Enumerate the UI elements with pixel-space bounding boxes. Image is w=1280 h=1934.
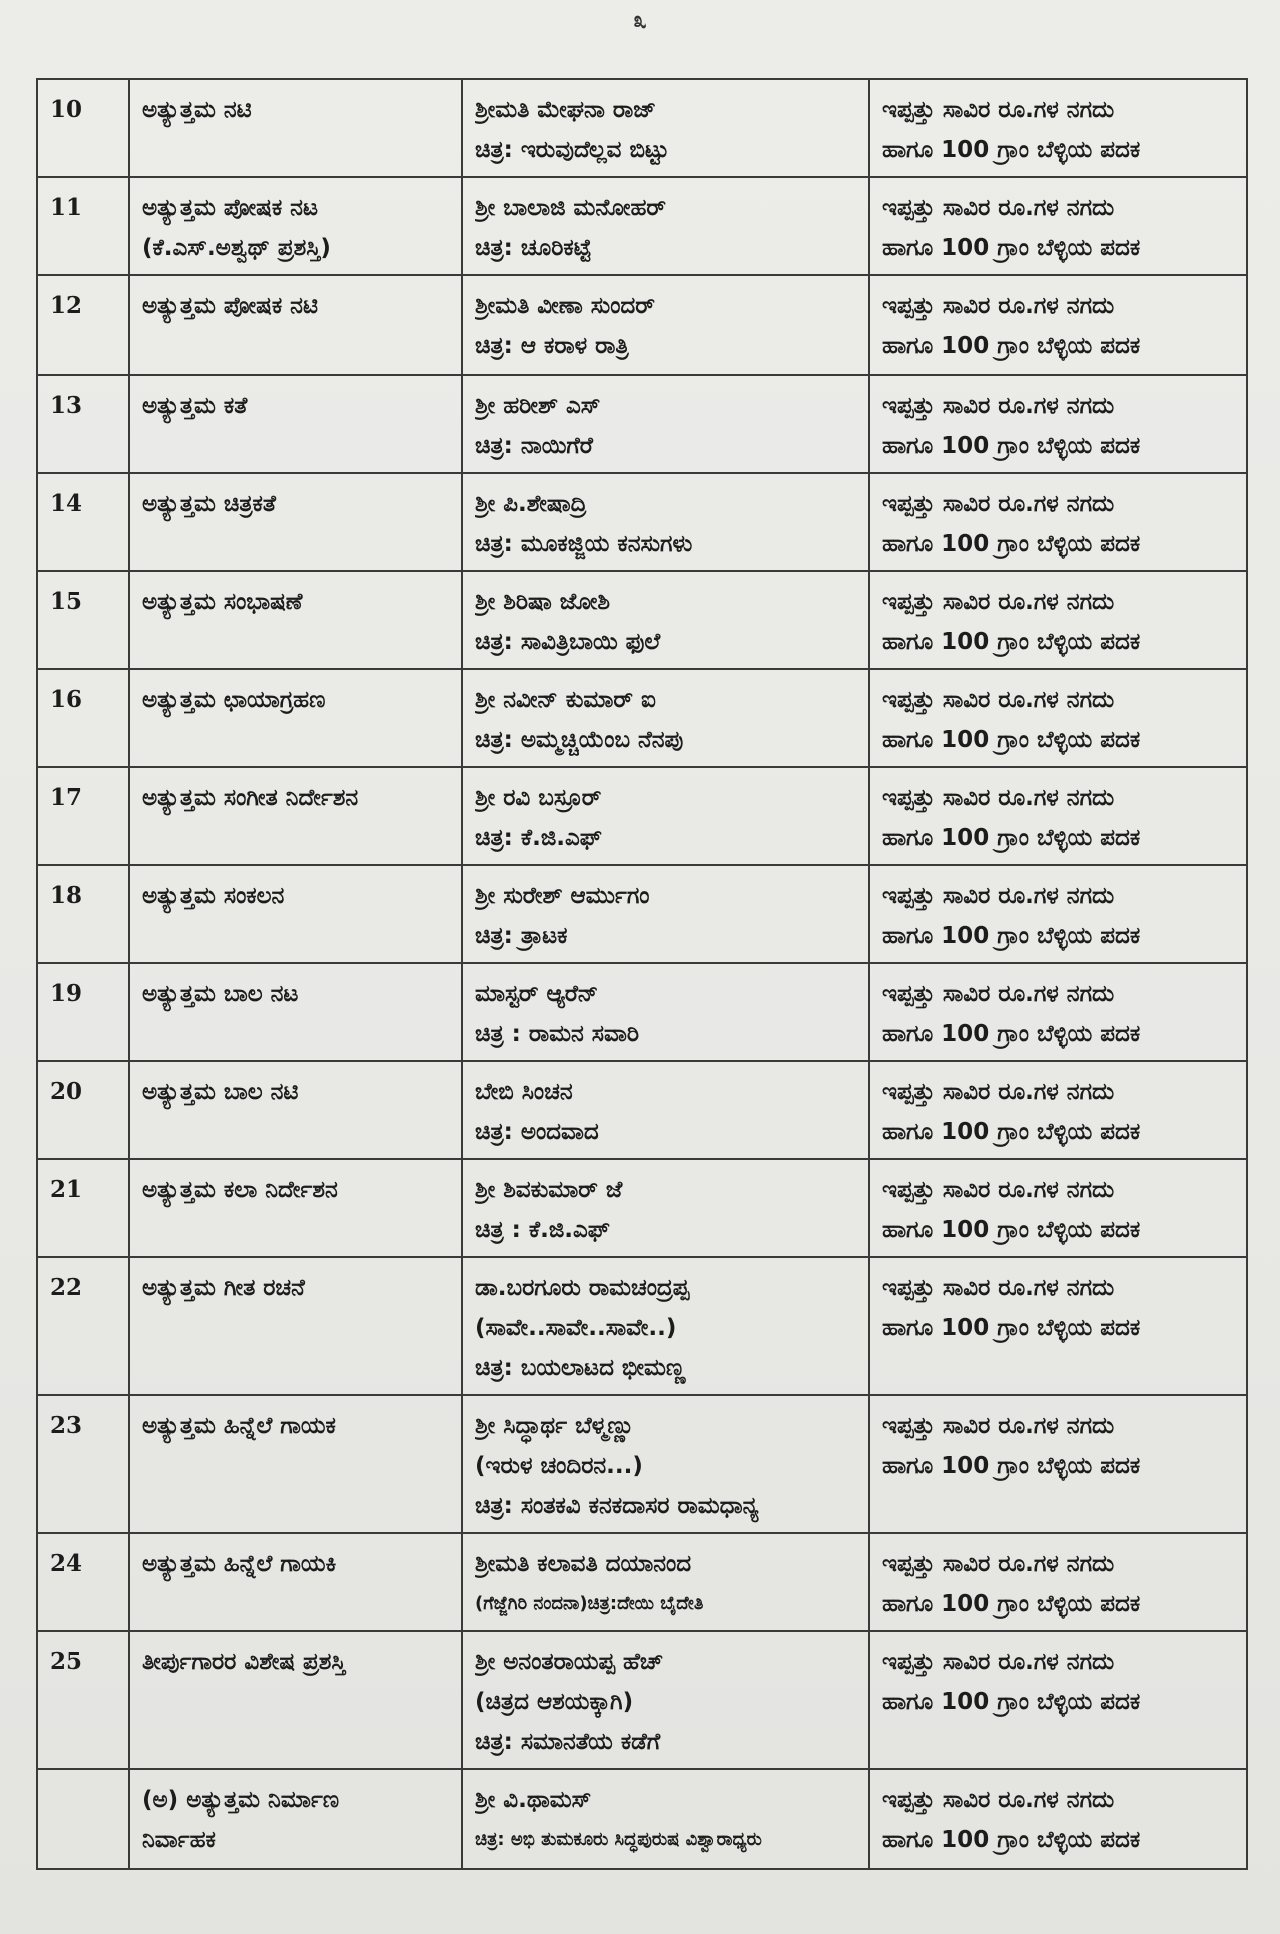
table-row xyxy=(37,375,1247,473)
award-prize xyxy=(869,1395,1247,1533)
award-prize-line: ಹಾಗೂ 100 ಗ್ರಾಂ ಬೆಳ್ಳಿಯ ಪದಕ xyxy=(882,333,1141,359)
award-prize xyxy=(869,1631,1247,1769)
award-prize-line: ಹಾಗೂ 100 ಗ್ರಾಂ ಬೆಳ್ಳಿಯ ಪದಕ xyxy=(882,137,1141,163)
award-prize-line: ಇಪ್ಪತ್ತು ಸಾವಿರ ರೂ.ಗಳ ನಗದು xyxy=(882,97,1115,123)
table-row xyxy=(37,177,1247,275)
award-winner xyxy=(462,1631,869,1769)
table-row xyxy=(37,275,1247,375)
award-winner xyxy=(462,963,869,1061)
award-prize-line: ಹಾಗೂ 100 ಗ್ರಾಂ ಬೆಳ್ಳಿಯ ಪದಕ xyxy=(882,1021,1141,1047)
award-category xyxy=(129,79,462,177)
award-category xyxy=(129,473,462,571)
award-category-line: ಅತ್ಯುತ್ತಮ ಹಿನ್ನೆಲೆ ಗಾಯಕಿ xyxy=(142,1551,337,1577)
award-winner-line: ಶ್ರೀ ಬಾಲಾಜಿ ಮನೋಹರ್ xyxy=(475,195,666,221)
table-row xyxy=(37,767,1247,865)
award-winner-line: ಚಿತ್ರ: ಇರುವುದೆಲ್ಲವ ಬಿಟ್ಟು xyxy=(475,137,669,163)
award-prize xyxy=(869,1533,1247,1631)
award-category-line: ಅತ್ಯುತ್ತಮ ಸಂಗೀತ ನಿರ್ದೇಶನ xyxy=(142,785,359,811)
table-row xyxy=(37,1533,1247,1631)
award-category xyxy=(129,275,462,375)
award-prize xyxy=(869,1769,1247,1869)
award-prize-line: ಹಾಗೂ 100 ಗ್ರಾಂ ಬೆಳ್ಳಿಯ ಪದಕ xyxy=(882,1217,1141,1243)
award-category-line: ಅತ್ಯುತ್ತಮ ಗೀತ ರಚನೆ xyxy=(142,1275,305,1301)
table-row xyxy=(37,571,1247,669)
award-winner-line: ಶ್ರೀಮತಿ ಮೇಘನಾ ರಾಜ್ xyxy=(475,97,657,123)
award-winner-line: ಚಿತ್ರ: ಅಭಿ ತುಮಕೂರು ಸಿದ್ಧಪುರುಷ ವಿಶ್ವಾರಾಧ್ಯರು xyxy=(475,1829,762,1850)
award-prize-line: ಇಪ್ಪತ್ತು ಸಾವಿರ ರೂ.ಗಳ ನಗದು xyxy=(882,883,1115,909)
award-prize-line: ಇಪ್ಪತ್ತು ಸಾವಿರ ರೂ.ಗಳ ನಗದು xyxy=(882,1551,1115,1577)
award-category xyxy=(129,1395,462,1533)
award-winner-line: ಶ್ರೀಮತಿ ಕಲಾವತಿ ದಯಾನಂದ xyxy=(475,1551,692,1577)
award-winner-line: ಶ್ರೀ ವಿ.ಥಾಮಸ್ xyxy=(475,1787,592,1813)
award-winner-line: ಶ್ರೀ ರವಿ ಬಸ್ರೂರ್ xyxy=(475,785,602,811)
award-category xyxy=(129,669,462,767)
award-winner xyxy=(462,767,869,865)
award-prize-line: ಇಪ್ಪತ್ತು ಸಾವಿರ ರೂ.ಗಳ ನಗದು xyxy=(882,393,1115,419)
award-category-line: ಅತ್ಯುತ್ತಮ ಛಾಯಾಗ್ರಹಣ xyxy=(142,687,326,713)
award-winner-line: ಮಾಸ್ಟರ್ ಆ್ಯರೆನ್ xyxy=(475,981,599,1007)
award-winner-line: ಚಿತ್ರ: ಕೆ.ಜಿ.ಎಫ್ xyxy=(475,825,602,851)
award-category xyxy=(129,571,462,669)
row-number: 11 xyxy=(37,177,129,275)
award-category xyxy=(129,1631,462,1769)
award-prize-line: ಇಪ್ಪತ್ತು ಸಾವಿರ ರೂ.ಗಳ ನಗದು xyxy=(882,1787,1115,1813)
award-prize-line: ಹಾಗೂ 100 ಗ್ರಾಂ ಬೆಳ್ಳಿಯ ಪದಕ xyxy=(882,1689,1141,1715)
award-winner xyxy=(462,275,869,375)
award-prize-line: ಹಾಗೂ 100 ಗ್ರಾಂ ಬೆಳ್ಳಿಯ ಪದಕ xyxy=(882,1827,1141,1853)
award-winner xyxy=(462,1257,869,1395)
award-prize-line: ಹಾಗೂ 100 ಗ್ರಾಂ ಬೆಳ್ಳಿಯ ಪದಕ xyxy=(882,1315,1141,1341)
award-category-line: ಅತ್ಯುತ್ತಮ ಸಂಭಾಷಣೆ xyxy=(142,589,303,615)
award-winner-line: ಶ್ರೀ ಹರೀಶ್ ಎಸ್ xyxy=(475,393,601,419)
award-winner-line: ಚಿತ್ರ: ತ್ರಾಟಕ xyxy=(475,923,568,949)
award-winner xyxy=(462,865,869,963)
table-row xyxy=(37,963,1247,1061)
award-prize xyxy=(869,79,1247,177)
award-prize-line: ಹಾಗೂ 100 ಗ್ರಾಂ ಬೆಳ್ಳಿಯ ಪದಕ xyxy=(882,629,1141,655)
award-prize xyxy=(869,669,1247,767)
award-winner-line: ಚಿತ್ರ : ಕೆ.ಜಿ.ಎಫ್ xyxy=(475,1217,610,1243)
award-winner-line: (ಚಿತ್ರದ ಆಶಯಕ್ಕಾಗಿ) xyxy=(475,1689,634,1715)
award-category xyxy=(129,1533,462,1631)
award-category-line: ಅತ್ಯುತ್ತಮ ಪೋಷಕ ನಟ xyxy=(142,195,318,221)
row-number: 19 xyxy=(37,963,129,1061)
award-winner-line: ಚಿತ್ರ: ಬಯಲಾಟದ ಭೀಮಣ್ಣ xyxy=(475,1355,686,1381)
award-category-line: ಅತ್ಯುತ್ತಮ ಚಿತ್ರಕತೆ xyxy=(142,491,276,517)
award-category-line: (ಕೆ.ಎಸ್.ಅಶ್ವಥ್ ಪ್ರಶಸ್ತಿ) xyxy=(142,235,331,261)
award-prize-line: ಇಪ್ಪತ್ತು ಸಾವಿರ ರೂ.ಗಳ ನಗದು xyxy=(882,687,1115,713)
award-category-line: ಅತ್ಯುತ್ತಮ ಸಂಕಲನ xyxy=(142,883,285,909)
award-winner xyxy=(462,375,869,473)
award-prize-line: ಇಪ್ಪತ್ತು ಸಾವಿರ ರೂ.ಗಳ ನಗದು xyxy=(882,981,1115,1007)
award-winner xyxy=(462,1395,869,1533)
award-winner xyxy=(462,1159,869,1257)
award-category-line: ಅತ್ಯುತ್ತಮ ಬಾಲ ನಟ xyxy=(142,981,299,1007)
award-category-line: ಅತ್ಯುತ್ತಮ ಕತೆ xyxy=(142,393,248,419)
award-winner-line: ಚಿತ್ರ: ನಾಯಿಗೆರೆ xyxy=(475,433,593,459)
award-prize-line: ಇಪ್ಪತ್ತು ಸಾವಿರ ರೂ.ಗಳ ನಗದು xyxy=(882,785,1115,811)
award-prize xyxy=(869,473,1247,571)
row-number: 10 xyxy=(37,79,129,177)
award-category xyxy=(129,1257,462,1395)
award-winner-line: ಚಿತ್ರ: ಅಂದವಾದ xyxy=(475,1119,599,1145)
award-winner-line: (ಗೆಜ್ಜೆಗಿರಿ ನಂದನಾ)ಚಿತ್ರ:ದೇಯಿ ಬೈದೇತಿ xyxy=(475,1593,704,1614)
award-winner-line: ಶ್ರೀ ಅನಂತರಾಯಪ್ಪ ಹೆಚ್ xyxy=(475,1649,664,1675)
award-category-line: ಅತ್ಯುತ್ತಮ ನಟಿ xyxy=(142,97,252,123)
award-winner xyxy=(462,1533,869,1631)
award-prize xyxy=(869,1061,1247,1159)
award-category xyxy=(129,1769,462,1869)
award-winner-line: ಚಿತ್ರ: ಸಾವಿತ್ರಿಬಾಯಿ ಫುಲೆ xyxy=(475,629,661,655)
award-category-line: ಅತ್ಯುತ್ತಮ ಪೋಷಕ ನಟಿ xyxy=(142,293,318,319)
table-row xyxy=(37,79,1247,177)
award-category xyxy=(129,1061,462,1159)
award-winner-line: ಶ್ರೀಮತಿ ವೀಣಾ ಸುಂದರ್ xyxy=(475,293,655,319)
award-category xyxy=(129,177,462,275)
award-winner-line: ಚಿತ್ರ: ಸಂತಕವಿ ಕನಕದಾಸರ ರಾಮಧಾನ್ಯ xyxy=(475,1493,759,1519)
table-row xyxy=(37,1159,1247,1257)
awards-table-body xyxy=(37,79,1247,1869)
award-winner-line: ಡಾ.ಬರಗೂರು ರಾಮಚಂದ್ರಪ್ಪ xyxy=(475,1275,690,1301)
award-category-line: (ಅ) ಅತ್ಯುತ್ತಮ ನಿರ್ಮಾಣ xyxy=(142,1787,340,1813)
table-row xyxy=(37,1257,1247,1395)
row-number: 22 xyxy=(37,1257,129,1395)
table-row xyxy=(37,865,1247,963)
award-winner xyxy=(462,1769,869,1869)
award-prize-line: ಹಾಗೂ 100 ಗ್ರಾಂ ಬೆಳ್ಳಿಯ ಪದಕ xyxy=(882,235,1141,261)
award-prize xyxy=(869,177,1247,275)
table-row xyxy=(37,1395,1247,1533)
award-prize-line: ಇಪ್ಪತ್ತು ಸಾವಿರ ರೂ.ಗಳ ನಗದು xyxy=(882,195,1115,221)
row-number: 25 xyxy=(37,1631,129,1769)
award-prize-line: ಇಪ್ಪತ್ತು ಸಾವಿರ ರೂ.ಗಳ ನಗದು xyxy=(882,293,1115,319)
award-prize-line: ಹಾಗೂ 100 ಗ್ರಾಂ ಬೆಳ್ಳಿಯ ಪದಕ xyxy=(882,531,1141,557)
row-number: 13 xyxy=(37,375,129,473)
award-winner-line: ಶ್ರೀ ಶಿರಿಷಾ ಜೋಶಿ xyxy=(475,589,611,615)
award-prize xyxy=(869,767,1247,865)
award-prize-line: ಹಾಗೂ 100 ಗ್ರಾಂ ಬೆಳ್ಳಿಯ ಪದಕ xyxy=(882,1591,1141,1617)
row-number: 15 xyxy=(37,571,129,669)
award-category xyxy=(129,1159,462,1257)
award-winner-line: (ಸಾವೇ..ಸಾವೇ..ಸಾವೇ..) xyxy=(475,1315,677,1341)
award-winner-line: ಶ್ರೀ ಶಿವಕುಮಾರ್ ಜೆ xyxy=(475,1177,623,1203)
award-winner-line: ಚಿತ್ರ: ಅಮ್ಮಚ್ಚಿಯೆಂಬ ನೆನಪು xyxy=(475,727,684,753)
award-prize-line: ಹಾಗೂ 100 ಗ್ರಾಂ ಬೆಳ್ಳಿಯ ಪದಕ xyxy=(882,923,1141,949)
award-category-line: ನಿರ್ವಾಹಕ xyxy=(142,1827,216,1853)
award-prize-line: ಇಪ್ಪತ್ತು ಸಾವಿರ ರೂ.ಗಳ ನಗದು xyxy=(882,1649,1115,1675)
award-winner-line: ಚಿತ್ರ : ರಾಮನ ಸವಾರಿ xyxy=(475,1021,640,1047)
award-prize xyxy=(869,1159,1247,1257)
award-winner-line: ಶ್ರೀ ಸುರೇಶ್ ಆರ್ಮುಗಂ xyxy=(475,883,650,909)
row-number: 14 xyxy=(37,473,129,571)
award-winner-line: ಬೇಬಿ ಸಿಂಚನ xyxy=(475,1079,573,1105)
award-winner xyxy=(462,177,869,275)
row-number xyxy=(37,1769,129,1869)
award-winner xyxy=(462,473,869,571)
row-number: 24 xyxy=(37,1533,129,1631)
award-category-line: ಅತ್ಯುತ್ತಮ ಬಾಲ ನಟಿ xyxy=(142,1079,299,1105)
table-row xyxy=(37,473,1247,571)
award-category xyxy=(129,767,462,865)
table-row xyxy=(37,1769,1247,1869)
award-prize-line: ಹಾಗೂ 100 ಗ್ರಾಂ ಬೆಳ್ಳಿಯ ಪದಕ xyxy=(882,825,1141,851)
award-prize-line: ಹಾಗೂ 100 ಗ್ರಾಂ ಬೆಳ್ಳಿಯ ಪದಕ xyxy=(882,727,1141,753)
award-category xyxy=(129,375,462,473)
award-winner-line: ಚಿತ್ರ: ಆ ಕರಾಳ ರಾತ್ರಿ xyxy=(475,333,629,359)
award-category xyxy=(129,963,462,1061)
award-winner xyxy=(462,571,869,669)
award-winner-line: ಶ್ರೀ ಪಿ.ಶೇಷಾದ್ರಿ xyxy=(475,491,587,517)
award-prize-line: ಹಾಗೂ 100 ಗ್ರಾಂ ಬೆಳ್ಳಿಯ ಪದಕ xyxy=(882,433,1141,459)
award-prize xyxy=(869,375,1247,473)
award-prize-line: ಇಪ್ಪತ್ತು ಸಾವಿರ ರೂ.ಗಳ ನಗದು xyxy=(882,1079,1115,1105)
award-category-line: ಅತ್ಯುತ್ತಮ ಹಿನ್ನೆಲೆ ಗಾಯಕ xyxy=(142,1413,336,1439)
row-number: 16 xyxy=(37,669,129,767)
award-winner xyxy=(462,79,869,177)
award-prize-line: ಇಪ್ಪತ್ತು ಸಾವಿರ ರೂ.ಗಳ ನಗದು xyxy=(882,1177,1115,1203)
award-prize xyxy=(869,1257,1247,1395)
award-prize-line: ಇಪ್ಪತ್ತು ಸಾವಿರ ರೂ.ಗಳ ನಗದು xyxy=(882,1275,1115,1301)
award-prize-line: ಇಪ್ಪತ್ತು ಸಾವಿರ ರೂ.ಗಳ ನಗದು xyxy=(882,589,1115,615)
table-row xyxy=(37,1061,1247,1159)
table-row xyxy=(37,1631,1247,1769)
table-row xyxy=(37,669,1247,767)
page-number: ೩ xyxy=(633,6,647,34)
award-winner-line: ಚಿತ್ರ: ಮೂಕಜ್ಜಿಯ ಕನಸುಗಳು xyxy=(475,531,693,557)
award-winner-line: ಚಿತ್ರ: ಸಮಾನತೆಯ ಕಡೆಗೆ xyxy=(475,1729,661,1755)
award-winner-line: ಶ್ರೀ ಸಿದ್ಧಾರ್ಥ ಬೆಳ್ಮಣ್ಣು xyxy=(475,1413,635,1439)
row-number: 21 xyxy=(37,1159,129,1257)
award-winner-line: ಶ್ರೀ ನವೀನ್ ಕುಮಾರ್ ಐ xyxy=(475,687,656,713)
row-number: 12 xyxy=(37,275,129,375)
award-category-line: ತೀರ್ಪುಗಾರರ ವಿಶೇಷ ಪ್ರಶಸ್ತಿ xyxy=(142,1649,346,1675)
award-prize-line: ಹಾಗೂ 100 ಗ್ರಾಂ ಬೆಳ್ಳಿಯ ಪದಕ xyxy=(882,1119,1141,1145)
award-winner xyxy=(462,669,869,767)
award-winner-line: (ಇರುಳ ಚಂದಿರನ...) xyxy=(475,1453,643,1479)
award-prize-line: ಇಪ್ಪತ್ತು ಸಾವಿರ ರೂ.ಗಳ ನಗದು xyxy=(882,1413,1115,1439)
award-category xyxy=(129,865,462,963)
row-number: 17 xyxy=(37,767,129,865)
row-number: 18 xyxy=(37,865,129,963)
award-winner xyxy=(462,1061,869,1159)
award-category-line: ಅತ್ಯುತ್ತಮ ಕಲಾ ನಿರ್ದೇಶನ xyxy=(142,1177,338,1203)
award-prize xyxy=(869,571,1247,669)
awards-table xyxy=(36,78,1248,1870)
row-number: 20 xyxy=(37,1061,129,1159)
award-prize xyxy=(869,865,1247,963)
award-prize-line: ಇಪ್ಪತ್ತು ಸಾವಿರ ರೂ.ಗಳ ನಗದು xyxy=(882,491,1115,517)
award-winner-line: ಚಿತ್ರ: ಚೂರಿಕಟ್ಟೆ xyxy=(475,235,592,261)
award-prize-line: ಹಾಗೂ 100 ಗ್ರಾಂ ಬೆಳ್ಳಿಯ ಪದಕ xyxy=(882,1453,1141,1479)
award-prize xyxy=(869,963,1247,1061)
row-number: 23 xyxy=(37,1395,129,1533)
award-prize xyxy=(869,275,1247,375)
